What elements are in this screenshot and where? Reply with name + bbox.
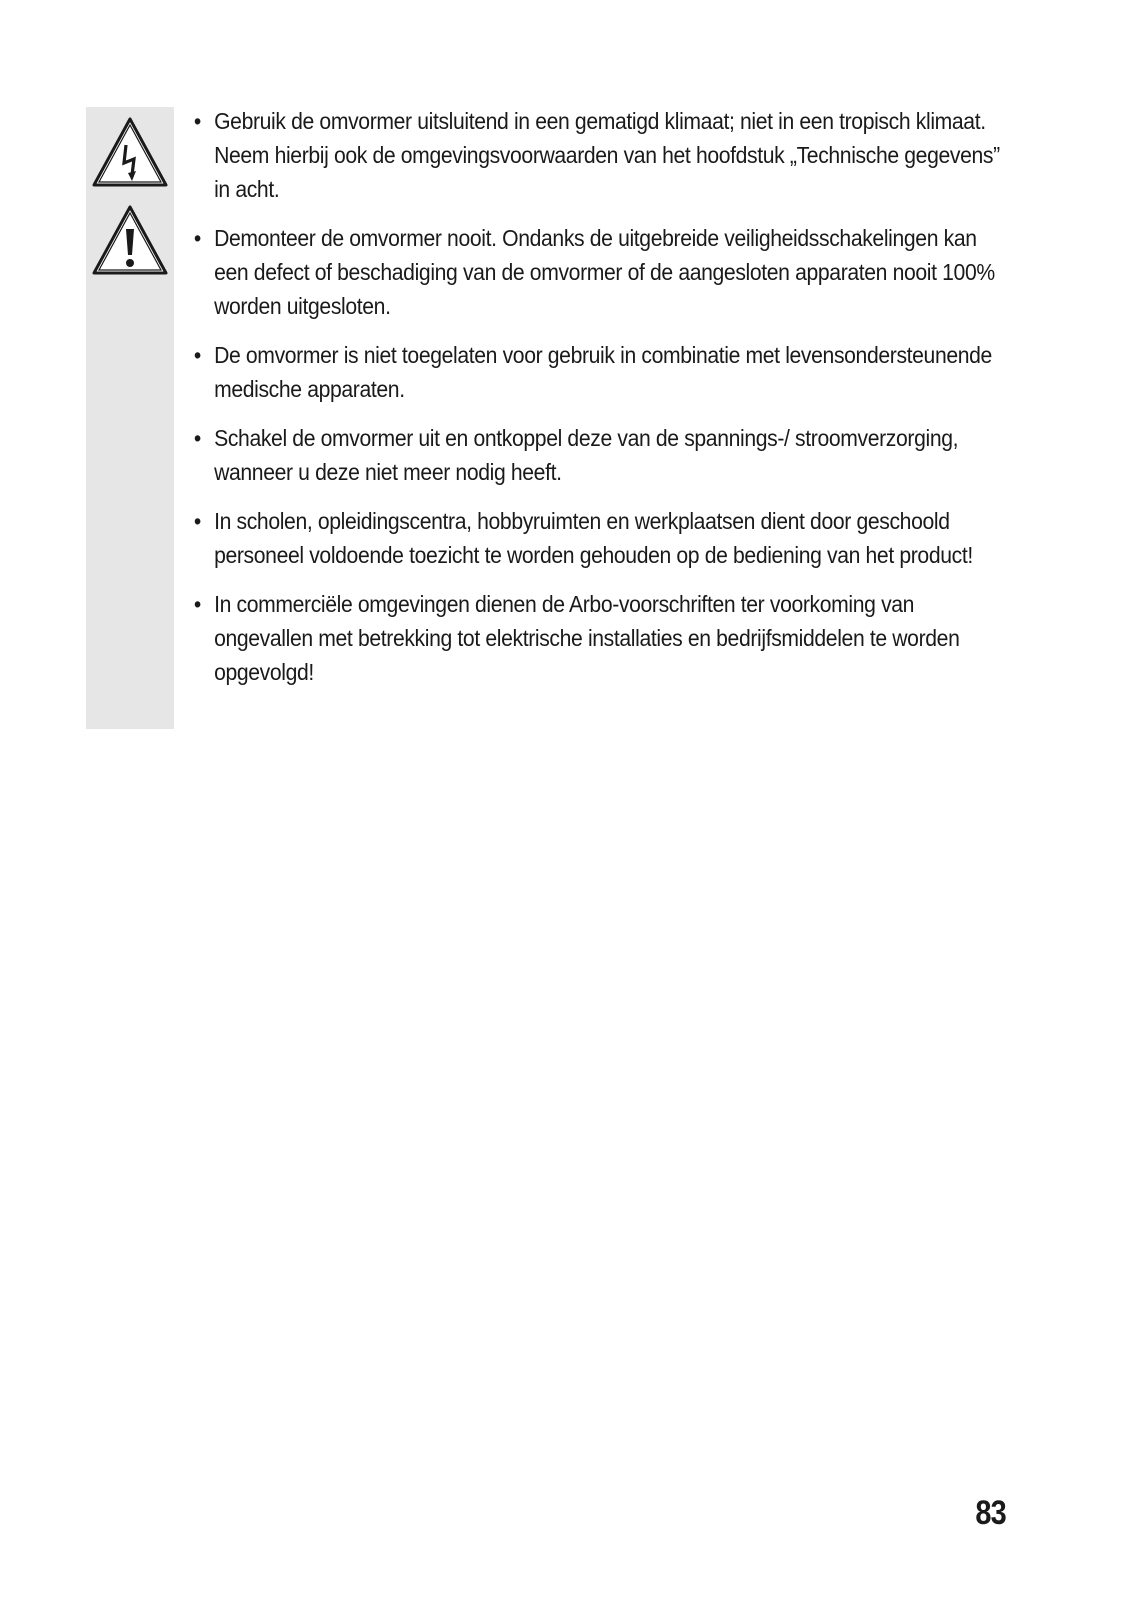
list-item [192,504,1014,572]
warning-sidebar [86,107,174,729]
list-item-text: In commerciële omgevingen dienen de Arbo-voorschriften ter voorkoming van ongevallen met betrekking tot elektrische installaties en bedrijfsmiddelen te worden opgevolgd! [214,591,960,685]
list-item [192,104,1014,206]
safety-instructions [192,104,1012,704]
list-item-text: In scholen, opleidingscentra, hobbyruimten en werkplaatsen dient door geschoold personeel voldoende toezicht te worden gehouden op de bediening van het product! [214,508,973,568]
list-item-text: Gebruik de omvormer uitsluitend in een gematigd klimaat; niet in een tropisch klimaat. Neem hierbij ook de omgevingsvoorwaarden van het hoofdstuk „Technische gegevens” in acht. [214,108,1000,202]
bullet-marker: • [193,508,201,534]
electric-shock-warning-icon [90,115,170,189]
list-item-text: Schakel de omvormer uit en ontkoppel deze van de spannings-/ stroomverzorging, wanneer u deze niet meer nodig heeft. [214,425,959,485]
bullet-marker: • [193,342,201,368]
caution-warning-icon [90,203,170,277]
list-item-text: De omvormer is niet toegelaten voor gebruik in combinatie met levensondersteunende medische apparaten. [214,342,992,402]
bullet-marker: • [193,425,201,451]
list-item [192,421,1014,489]
bullet-list [192,104,1012,689]
bullet-marker: • [193,108,201,134]
list-item [192,338,1014,406]
list-item [192,587,1014,689]
page-number: 83 [975,1494,1006,1532]
bullet-marker: • [193,225,201,251]
bullet-marker: • [193,591,201,617]
list-item [192,221,1014,323]
list-item-text: Demonteer de omvormer nooit. Ondanks de uitgebreide veiligheidsschakelingen kan een defect of beschadiging van de omvormer of de aangesloten apparaten nooit 100% worden uitgesloten. [214,225,995,319]
